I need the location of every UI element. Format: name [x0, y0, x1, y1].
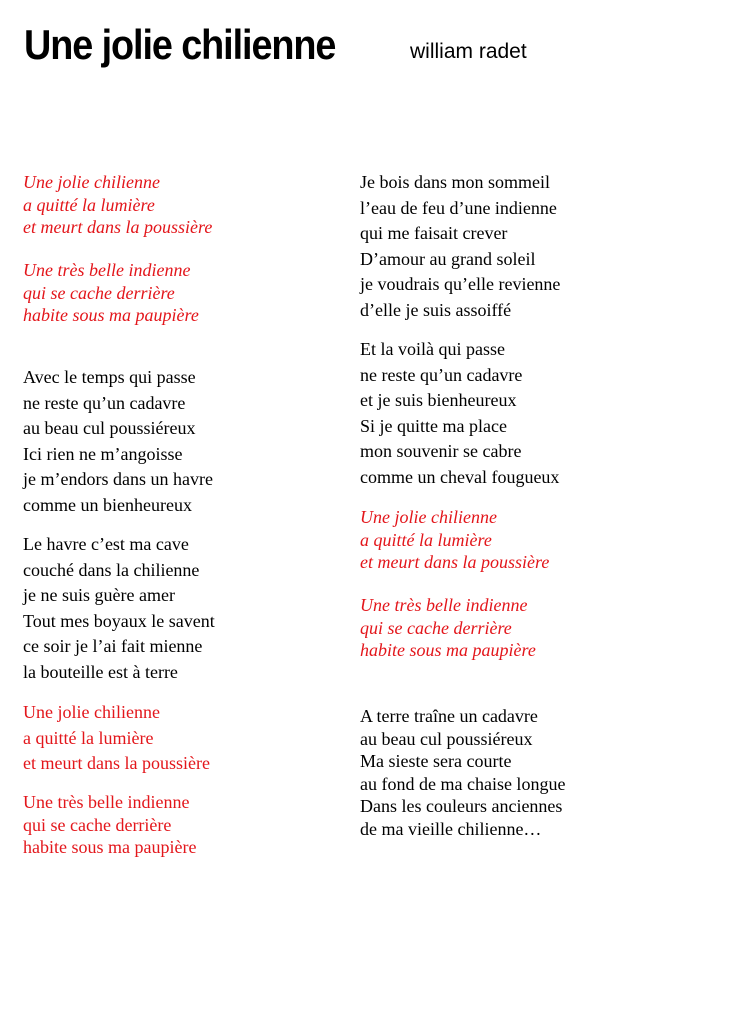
verse-line: Une très belle indienne — [23, 792, 190, 812]
verse-line: a quitté la lumière — [23, 194, 155, 215]
verse-line: qui se cache derrière — [23, 282, 175, 303]
verse-line: je ne suis guère amer — [23, 585, 175, 605]
verse-line: ce soir je l’ai fait mienne — [23, 636, 203, 656]
verse-line: et meurt dans la poussière — [360, 552, 550, 572]
refrain-stanza-left-1 — [23, 171, 212, 239]
verse-line: a quitté la lumière — [23, 727, 154, 748]
stanza-left-3 — [23, 365, 213, 518]
refrain-stanza-right-3 — [360, 506, 549, 574]
verse-line: Dans les couleurs anciennes — [360, 796, 563, 816]
verse-line: l’eau de feu d’une indienne — [360, 197, 557, 218]
verse-line: la bouteille est à terre — [23, 661, 178, 682]
verse-line: mon souvenir se cabre — [360, 441, 522, 461]
verse-line: et meurt dans la poussière — [23, 753, 210, 773]
verse-line: habite sous ma paupière — [360, 640, 536, 660]
refrain-stanza-left-2 — [23, 259, 199, 327]
verse-line: au beau cul poussiéreux — [23, 418, 196, 438]
verse-line: et meurt dans la poussière — [23, 217, 213, 237]
verse-line: je voudrais qu’elle revienne — [360, 274, 561, 294]
verse-line: habite sous ma paupière — [23, 837, 197, 857]
verse-line: couché dans la chilienne — [23, 559, 200, 580]
poem-title: Une jolie chilienne — [24, 21, 336, 68]
verse-line: a quitté la lumière — [360, 529, 492, 550]
verse-line: Une jolie chilienne — [360, 507, 497, 527]
verse-line: comme un bienheureux — [23, 494, 192, 515]
refrain-stanza-left-6 — [23, 791, 196, 859]
stanza-right-5 — [360, 705, 565, 840]
verse-line: habite sous ma paupière — [23, 305, 199, 325]
verse-line: Une jolie chilienne — [23, 702, 160, 722]
verse-line: D’amour au grand soleil — [360, 248, 536, 269]
verse-line: ne reste qu’un cadavre — [23, 392, 186, 413]
refrain-stanza-right-4 — [360, 594, 536, 662]
verse-line: je m’endors dans un havre — [23, 469, 213, 489]
verse-line: et je suis bienheureux — [360, 390, 517, 410]
verse-line: qui se cache derrière — [23, 814, 172, 835]
stanza-right-2 — [360, 337, 559, 490]
verse-line: Tout mes boyaux le savent — [23, 610, 215, 631]
verse-line: Ici rien ne m’angoisse — [23, 443, 183, 464]
stanza-right-1 — [360, 170, 560, 323]
verse-line: Le havre c’est ma cave — [23, 534, 189, 554]
verse-line: d’elle je suis assoiffé — [360, 299, 512, 320]
verse-line: A terre traîne un cadavre — [360, 706, 538, 726]
poem-author: william radet — [410, 40, 527, 63]
verse-line: qui me faisait crever — [360, 223, 508, 243]
verse-line: qui se cache derrière — [360, 617, 512, 638]
verse-line: Ma sieste sera courte — [360, 751, 512, 771]
verse-line: ne reste qu’un cadavre — [360, 364, 523, 385]
verse-line: Une très belle indienne — [23, 260, 191, 280]
verse-line: Une jolie chilienne — [23, 172, 160, 192]
verse-line: Une très belle indienne — [360, 595, 528, 615]
verse-line: Si je quitte ma place — [360, 415, 507, 436]
verse-line: Avec le temps qui passe — [23, 367, 196, 387]
verse-line: comme un cheval fougueux — [360, 466, 560, 487]
refrain-stanza-left-5 — [23, 700, 210, 777]
stanza-left-4 — [23, 532, 215, 685]
verse-line: de ma vieille chilienne… — [360, 818, 542, 839]
verse-line: Et la voilà qui passe — [360, 339, 505, 359]
verse-line: au beau cul poussiéreux — [360, 728, 533, 749]
verse-line: Je bois dans mon sommeil — [360, 172, 550, 192]
verse-line: au fond de ma chaise longue — [360, 773, 566, 794]
